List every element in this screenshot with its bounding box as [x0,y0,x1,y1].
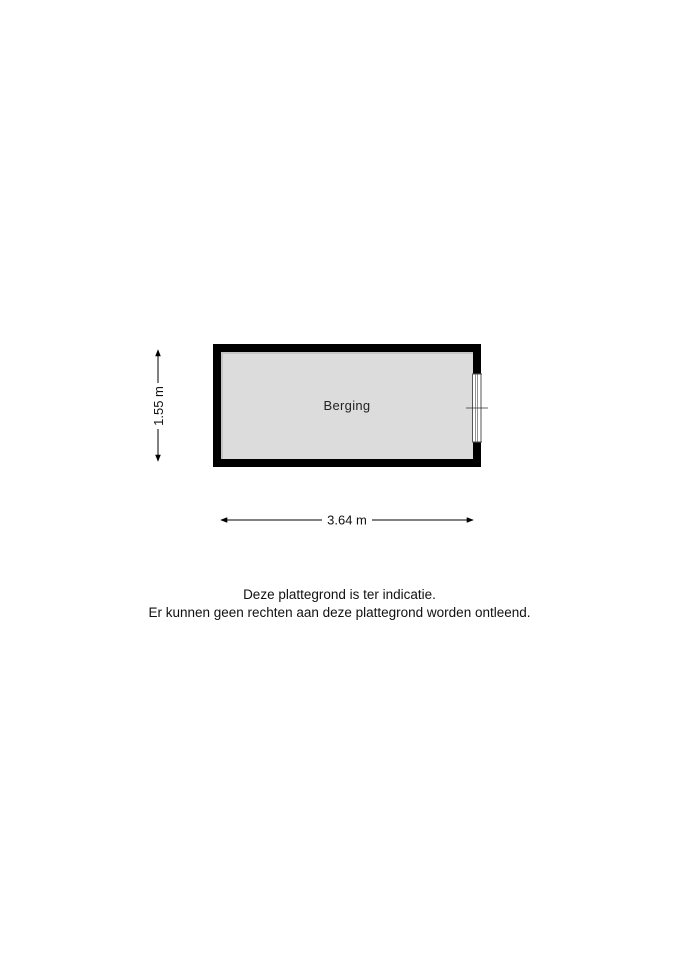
disclaimer [0,586,679,622]
room-label: Berging [323,398,371,413]
disclaimer-line-2: Er kunnen geen rechten aan deze plattegrond worden ontleend. [148,605,531,620]
height-dimension [151,350,166,461]
height-dimension-label: 1.55 m [151,386,166,426]
width-dimension [221,513,473,528]
disclaimer-line-1: Deze plattegrond is ter indicatie. [243,587,436,602]
width-dimension-label: 3.64 m [327,512,367,528]
